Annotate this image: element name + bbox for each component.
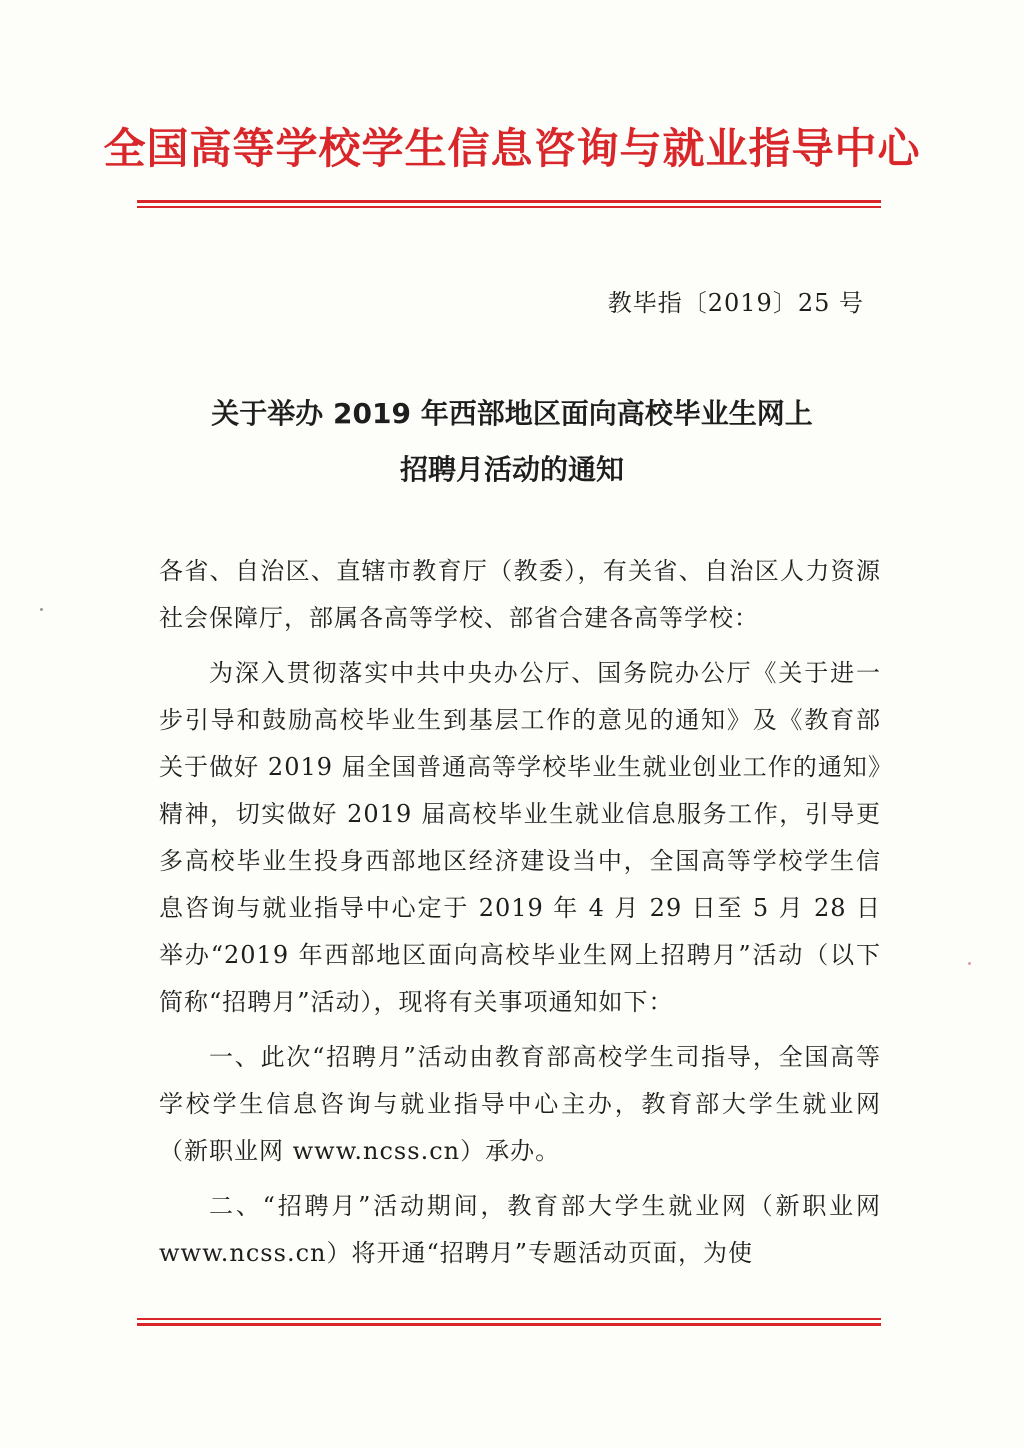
scan-speck (40, 608, 43, 611)
document-body (159, 548, 881, 1277)
scan-speck (968, 962, 971, 965)
document-number: 教毕指〔2019〕25 号 (607, 289, 864, 317)
body-paragraph-2: 一、此次“招聘月”活动由教育部高校学生司指导，全国高等学校学生信息咨询与就业指导中心主办，教育部大学生就业网（新职业网 www.ncss.cn）承办。 (159, 1043, 881, 1165)
footer-rule (137, 1318, 881, 1328)
letterhead-org-name: 全国高等学校学生信息咨询与就业指导中心 (103, 124, 921, 173)
letterhead-rule-top (137, 200, 881, 210)
document-title-line-1: 关于举办 2019 年西部地区面向高校毕业生网上 (211, 397, 813, 430)
body-paragraph-3: 二、“招聘月”活动期间，教育部大学生就业网（新职业网 www.ncss.cn）将开通“招聘月”专题活动页面，为使 (159, 1192, 881, 1267)
body-paragraph-1: 为深入贯彻落实中共中央办公厅、国务院办公厅《关于进一步引导和鼓励高校毕业生到基层工作的意见的通知》及《教育部关于做好 2019 届全国普通高等学校毕业生就业创业工作的通知》精神，切实做好 2019 届高校毕业生就业信息服务工作，引导更多高校毕业生投身西部地区经济建设当中，全国高等学校学生信息咨询与就业指导中心定于 2019 年 4 月 29 日至 5 月 28 日举办“2019 年西部地区面向高校毕业生网上招聘月”活动（以下简称“招聘月”活动），现将有关事项通知如下： (159, 659, 881, 1016)
document-title-line-2: 招聘月活动的通知 (399, 453, 624, 486)
document-title (0, 386, 1024, 498)
addressee-paragraph: 各省、自治区、直辖市教育厅（教委），有关省、自治区人力资源社会保障厅，部属各高等学校、部省合建各高等学校： (159, 557, 881, 632)
